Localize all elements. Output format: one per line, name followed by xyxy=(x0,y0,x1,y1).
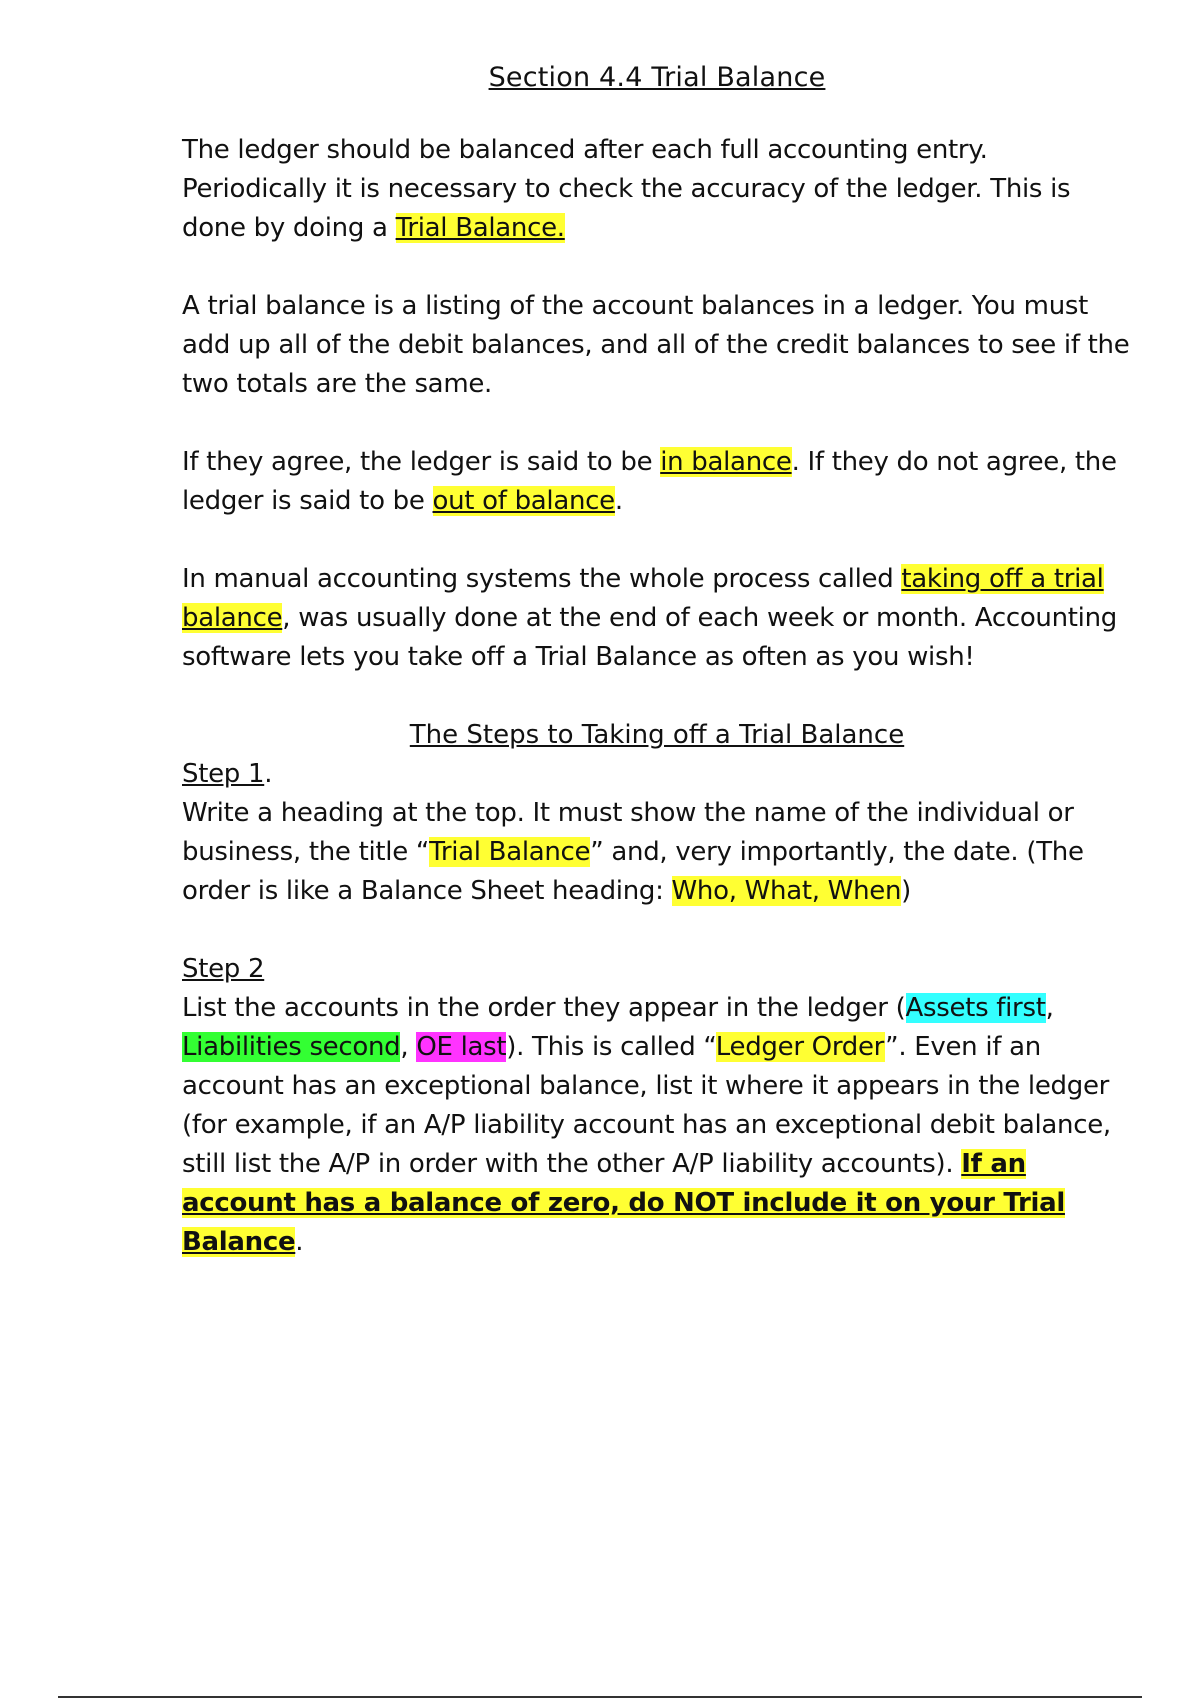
step-1-label-suffix: . xyxy=(264,759,273,789)
highlight-ledger-order: Ledger Order xyxy=(715,1032,886,1062)
highlight-oe-last: OE last xyxy=(416,1032,507,1062)
paragraph-text: ) xyxy=(901,876,911,906)
paragraph-text: . If they do not agree, the ledger is said to be xyxy=(182,447,1117,516)
paragraph-text: The ledger should be balanced after each full accounting entry. Periodically it is necessary to check the accuracy of the ledger. This is done by doing a xyxy=(182,135,1071,243)
step-2 xyxy=(182,950,1132,1262)
paragraph-text: , xyxy=(1045,993,1054,1023)
step-2-label: Step 2 xyxy=(182,954,265,984)
paragraph-text: , xyxy=(400,1032,417,1062)
highlight-trial-balance-title: Trial Balance xyxy=(429,837,591,867)
paragraph-trial-balance-definition: A trial balance is a listing of the account balances in a ledger. You must add up all of the debit balances, and all of the credit balances to see if the two totals are the same. xyxy=(182,291,1130,399)
highlight-assets-first: Assets first xyxy=(905,993,1046,1023)
document-page xyxy=(182,62,1132,1301)
highlight-trial-balance: Trial Balance. xyxy=(395,213,565,243)
paragraph-ledger-balanced xyxy=(182,131,1132,248)
paragraph-in-out-of-balance xyxy=(182,443,1132,521)
paragraph-text: . xyxy=(295,1227,304,1257)
paragraph-manual-accounting xyxy=(182,560,1132,677)
footer-divider xyxy=(58,1696,1142,1698)
highlight-taking-off: taking off a trial balance xyxy=(182,564,1104,633)
paragraph-text: ” and, very importantly, the date. (The order is like a Balance Sheet heading: xyxy=(182,837,1084,906)
paragraph-text: In manual accounting systems the whole process called xyxy=(182,564,902,594)
paragraph-text: , was usually done at the end of each week or month. Accounting software lets you take off a Trial Balance as often as you wish! xyxy=(182,603,1117,672)
highlight-out-of-balance: out of balance xyxy=(432,486,615,516)
paragraph-text: If they agree, the ledger is said to be xyxy=(182,447,661,477)
highlight-liabilities-second: Liabilities second xyxy=(182,1032,401,1062)
steps-heading: The Steps to Taking off a Trial Balance xyxy=(409,720,905,750)
step-1 xyxy=(182,755,1132,911)
paragraph-text: . xyxy=(614,486,623,516)
page-title: Section 4.4 Trial Balance xyxy=(488,62,826,93)
paragraph-text: Write a heading at the top. It must show the name of the individual or business, the title “ xyxy=(182,798,1074,867)
paragraph-text: List the accounts in the order they appear in the ledger ( xyxy=(182,993,906,1023)
highlight-in-balance: in balance xyxy=(660,447,792,477)
highlight-zero-balance-rule: If an account has a balance of zero, do NOT include it on your Trial Balance xyxy=(182,1149,1065,1257)
paragraph-text: ”. Even if an account has an exceptional balance, list it where it appears in the ledger (for example, if an A/P liability account has an exceptional debit balance, still list the A/P in order with the other A/P liability accounts). xyxy=(182,1032,1111,1179)
paragraph-text: ). This is called “ xyxy=(506,1032,716,1062)
step-1-label: Step 1 xyxy=(182,759,265,789)
highlight-who-what-when: Who, What, When xyxy=(671,876,902,906)
